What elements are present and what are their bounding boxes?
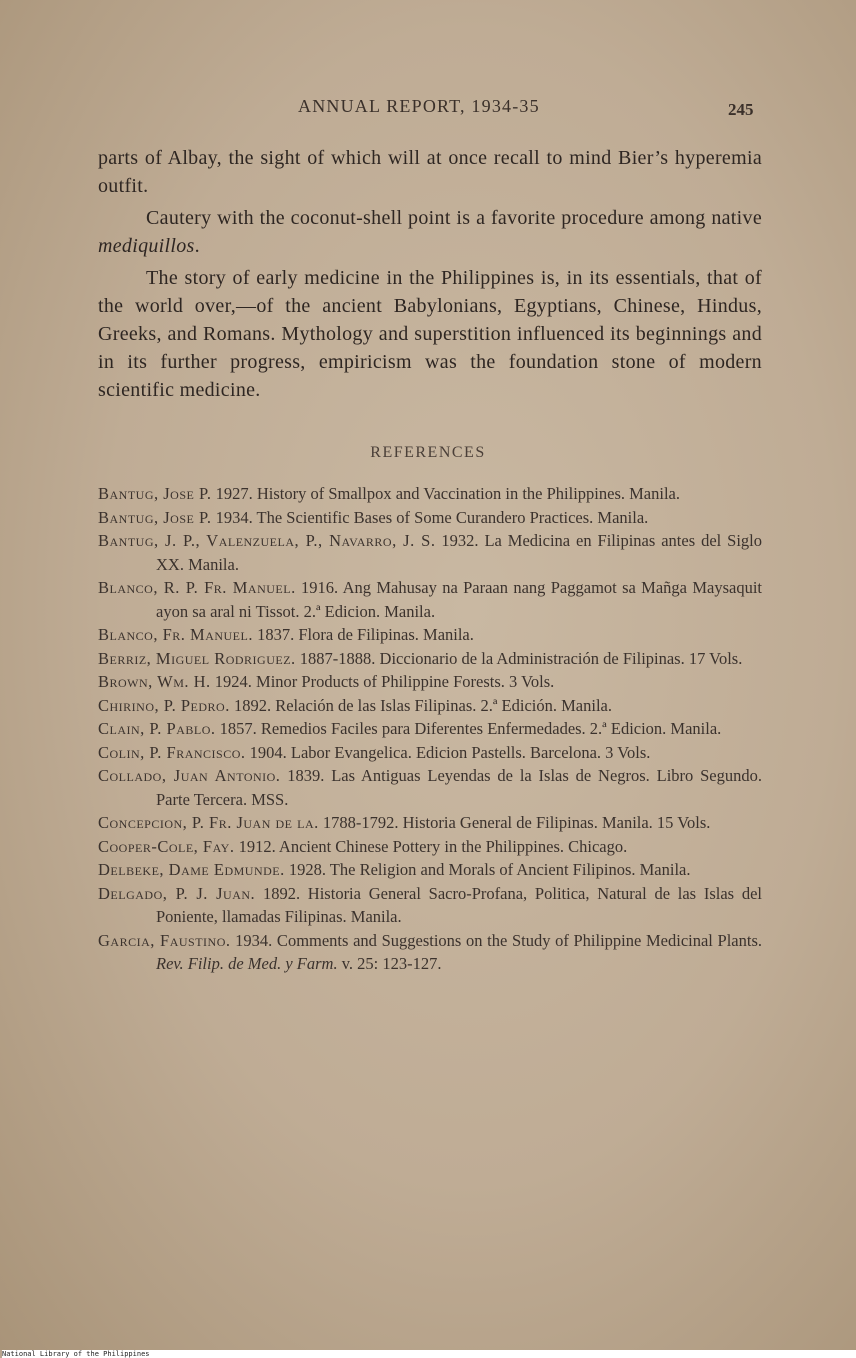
- reference-author: Chirino, P. Pedro.: [98, 695, 230, 715]
- reference-entry: Bantug, J. P., Valenzuela, P., Navarro, J. S. 1932. La Medicina en Filipinas antes del Siglo XX. Manila.: [98, 531, 763, 574]
- reference-entry: Concepcion, P. Fr. Juan de la. 1788-1792. Historia General de Filipinas. Manila. 15 Vols.: [98, 813, 711, 832]
- footer-credit: National Library of the Philippines: [2, 1350, 856, 1358]
- references-list: [98, 482, 762, 976]
- reference-author: Bantug, Jose P.: [98, 507, 212, 527]
- reference-author: Concepcion, P. Fr. Juan de la.: [98, 813, 319, 832]
- reference-entry: Berriz, Miguel Rodriguez. 1887-1888. Diccionario de la Administración de Filipinas. 17 Vols.: [98, 648, 743, 668]
- reference-author: Berriz, Miguel Rodriguez.: [98, 648, 296, 668]
- reference-author: Cooper-Cole, Fay.: [98, 836, 235, 856]
- reference-entry: Brown, Wm. H. 1924. Minor Products of Philippine Forests. 3 Vols.: [98, 672, 555, 691]
- reference-entry: Clain, P. Pablo. 1857. Remedios Faciles para Diferentes Enfermedades. 2.ª Edicion. Manila.: [98, 719, 722, 738]
- reference-entry: Blanco, R. P. Fr. Manuel. 1916. Ang Mahusay na Paraan nang Paggamot sa Mañga Maysaquit ayon sa aral ni Tissot. 2.ª Edicion. Manila.: [98, 578, 763, 621]
- running-head-title: ANNUAL REPORT, 1934-35: [298, 96, 540, 116]
- reference-author: Delbeke, Dame Edmunde.: [98, 860, 285, 879]
- reference-entry: Bantug, Jose P. 1934. The Scientific Bases of Some Curandero Practices. Manila.: [98, 507, 649, 527]
- reference-author: Delgado, P. J. Juan.: [98, 883, 256, 903]
- paragraph: The story of early medicine in the Philippines is, in its essentials, that of the world over,—of the ancient Babylonians, Egyptians, Chinese, Hindus, Greeks, and Romans. Mythology and superstition influenced its beginnings and in its further progress, empiricism was the foundation stone of modern scientific medicine.: [98, 267, 762, 401]
- reference-entry: Bantug, Jose P. 1927. History of Smallpox and Vaccination in the Philippines. Manila.: [98, 484, 680, 503]
- reference-author: Bantug, Jose P.: [98, 484, 212, 503]
- journal-title: Rev. Filip. de Med. y Farm.: [156, 954, 338, 973]
- page-number: 245: [728, 100, 754, 119]
- reference-author: Blanco, R. P. Fr. Manuel.: [98, 578, 296, 597]
- reference-author: Brown, Wm. H.: [98, 672, 211, 691]
- italic-term: mediquillos: [98, 235, 195, 257]
- reference-entry: Colin, P. Francisco. 1904. Labor Evangelica. Edicion Pastells. Barcelona. 3 Vols.: [98, 742, 651, 762]
- body-text: [98, 144, 762, 408]
- reference-entry: Delgado, P. J. Juan. 1892. Historia General Sacro-Profana, Politica, Natural de las Islas del Poniente, llamadas Filipinas. Manila.: [98, 883, 762, 926]
- paragraph: Cautery with the coconut-shell point is a favorite procedure among native mediquillos.: [98, 207, 762, 257]
- references-heading: REFERENCES: [370, 444, 486, 461]
- reference-entry: Garcia, Faustino. 1934. Comments and Suggestions on the Study of Philippine Medicinal Plants. Rev. Filip. de Med. y Farm. v. 25: 123-127.: [98, 930, 763, 973]
- reference-entry: Chirino, P. Pedro. 1892. Relación de las Islas Filipinas. 2.ª Edición. Manila.: [98, 695, 612, 715]
- reference-author: Blanco, Fr. Manuel.: [98, 625, 253, 644]
- reference-author: Clain, P. Pablo.: [98, 719, 216, 738]
- reference-author: Bantug, J. P., Valenzuela, P., Navarro, J. S.: [98, 531, 436, 550]
- paragraph: parts of Albay, the sight of which will at once recall to mind Bier’s hyperemia outfit.: [98, 147, 762, 197]
- reference-author: Collado, Juan Antonio.: [98, 766, 281, 785]
- running-head: [0, 96, 856, 124]
- reference-entry: Cooper-Cole, Fay. 1912. Ancient Chinese Pottery in the Philippines. Chicago.: [98, 836, 628, 856]
- reference-author: Colin, P. Francisco.: [98, 742, 246, 762]
- reference-author: Garcia, Faustino.: [98, 930, 231, 950]
- reference-entry: Blanco, Fr. Manuel. 1837. Flora de Filipinas. Manila.: [98, 625, 474, 644]
- reference-entry: Collado, Juan Antonio. 1839. Las Antiguas Leyendas de la Islas de Negros. Libro Segundo. Parte Tercera. MSS.: [98, 766, 762, 809]
- reference-entry: Delbeke, Dame Edmunde. 1928. The Religion and Morals of Ancient Filipinos. Manila.: [98, 860, 691, 879]
